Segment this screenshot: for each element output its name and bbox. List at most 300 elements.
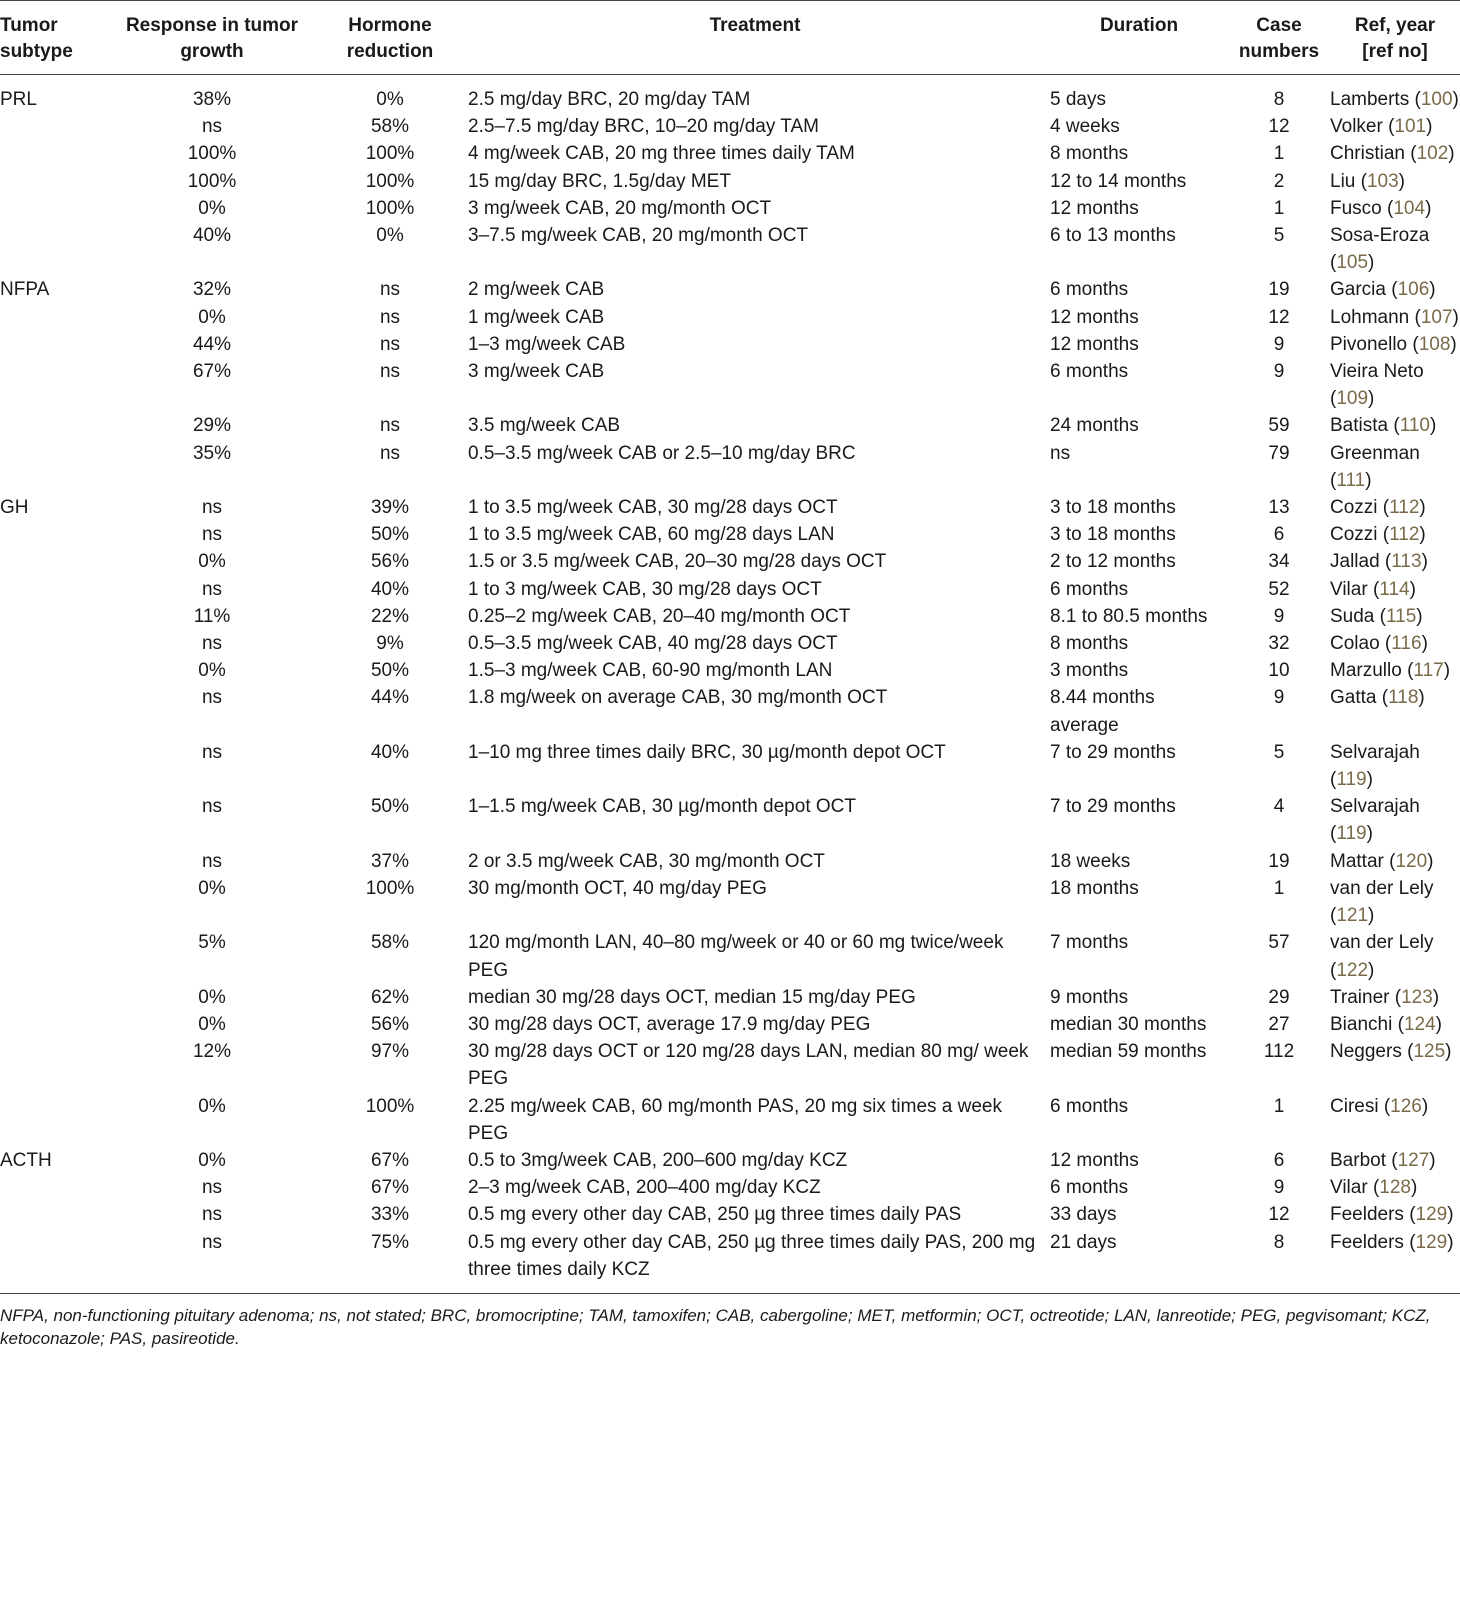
- ref-author: Trainer: [1330, 986, 1390, 1008]
- ref-number-link[interactable]: 119: [1336, 823, 1367, 845]
- ref-number-link[interactable]: 114: [1379, 578, 1410, 600]
- cell-treatment: 3–7.5 mg/week CAB, 20 mg/month OCT: [468, 225, 809, 247]
- cell-ref: Vieira Neto (109): [1330, 361, 1424, 410]
- table-row: [0, 331, 1460, 358]
- cell-response: 12%: [192, 1041, 232, 1063]
- ref-author: Feelders: [1330, 1231, 1404, 1253]
- ref-number-link[interactable]: 104: [1393, 197, 1426, 219]
- cell-ref: Volker (101): [1330, 116, 1433, 138]
- cell-hormone-reduction: 40%: [370, 741, 410, 763]
- table-row: [0, 1174, 1460, 1201]
- ref-number-link[interactable]: 118: [1388, 687, 1419, 709]
- ref-number-link[interactable]: 121: [1336, 905, 1369, 927]
- ref-number-link[interactable]: 128: [1379, 1177, 1411, 1199]
- cell-tumor-subtype: [0, 331, 104, 358]
- cell-duration: 6 months: [1050, 1095, 1129, 1117]
- cell-case-numbers: 9: [1273, 1177, 1285, 1199]
- cell-hormone-reduction: 40%: [370, 578, 410, 600]
- cell-response: ns: [201, 850, 223, 872]
- ref-number-link[interactable]: 112: [1389, 524, 1420, 546]
- cell-response: ns: [201, 687, 223, 709]
- cell-response: 0%: [198, 660, 226, 682]
- table-row: [0, 222, 1460, 276]
- cell-treatment: 1 to 3 mg/week CAB, 30 mg/28 days OCT: [468, 578, 822, 600]
- ref-author: Selvarajah: [1330, 796, 1420, 818]
- cell-case-numbers: 59: [1268, 415, 1290, 437]
- cell-ref: Greenman (111): [1330, 442, 1420, 491]
- cell-duration: 6 months: [1050, 1177, 1129, 1199]
- cell-duration: 5 days: [1050, 89, 1106, 110]
- table-row: [0, 684, 1460, 738]
- cell-hormone-reduction: 100%: [365, 877, 415, 899]
- cell-response: ns: [201, 796, 223, 818]
- cell-tumor-subtype: [0, 358, 104, 412]
- cell-case-numbers: 12: [1268, 306, 1290, 328]
- ref-number-link[interactable]: 102: [1416, 143, 1449, 165]
- cell-tumor-subtype: [0, 304, 104, 331]
- ref-number-link[interactable]: 107: [1420, 306, 1453, 328]
- ref-number-link[interactable]: 100: [1420, 89, 1453, 110]
- table-row: [0, 304, 1460, 331]
- ref-number-link[interactable]: 108: [1418, 333, 1451, 355]
- cell-ref: Marzullo (117): [1330, 660, 1451, 682]
- ref-author: Neggers: [1330, 1041, 1402, 1063]
- cell-duration: 3 months: [1050, 660, 1129, 682]
- cell-treatment: 1–3 mg/week CAB: [468, 333, 626, 355]
- ref-author: Vilar: [1330, 1177, 1368, 1199]
- cell-ref: Cozzi (112): [1330, 497, 1426, 519]
- cell-case-numbers: 8: [1273, 89, 1285, 110]
- ref-author: Cozzi: [1330, 524, 1378, 546]
- table-row: [0, 75, 1460, 114]
- cell-hormone-reduction: ns: [379, 415, 401, 437]
- cell-ref: Lamberts (100): [1330, 89, 1459, 110]
- cell-hormone-reduction: 9%: [376, 633, 404, 655]
- table-row: [0, 276, 1460, 303]
- cell-duration: 24 months: [1050, 415, 1139, 437]
- cell-response: 32%: [192, 279, 232, 301]
- cell-hormone-reduction: 58%: [370, 116, 410, 138]
- cell-response: 0%: [198, 197, 226, 219]
- ref-number-link[interactable]: 129: [1415, 1204, 1448, 1226]
- cell-treatment: 1 to 3.5 mg/week CAB, 30 mg/28 days OCT: [468, 497, 838, 519]
- cell-ref: Suda (115): [1330, 605, 1423, 627]
- cell-ref: Selvarajah (119): [1330, 796, 1420, 845]
- cell-tumor-subtype: [0, 548, 104, 575]
- cell-response: ns: [201, 524, 223, 546]
- cell-case-numbers: 29: [1268, 986, 1290, 1008]
- cell-duration: median 30 months: [1050, 1013, 1207, 1035]
- cell-case-numbers: 5: [1273, 741, 1285, 763]
- cell-tumor-subtype: [0, 222, 104, 276]
- ref-number-link[interactable]: 124: [1403, 1013, 1436, 1035]
- cell-treatment: 3.5 mg/week CAB: [468, 415, 621, 437]
- ref-author: Liu: [1330, 170, 1356, 192]
- cell-response: 38%: [192, 89, 232, 110]
- cell-duration: 7 to 29 months: [1050, 796, 1176, 818]
- cell-hormone-reduction: 22%: [370, 605, 410, 627]
- cell-duration: 8.44 months average: [1050, 687, 1155, 736]
- cell-tumor-subtype: [0, 1038, 104, 1092]
- cell-treatment: 0.5 mg every other day CAB, 250 µg three times daily PAS, 200 mg three times daily KCZ: [460, 1229, 1050, 1294]
- cell-ref: Barbot (127): [1330, 1149, 1436, 1171]
- cell-tumor-subtype: ACTH: [0, 1149, 52, 1171]
- cell-ref: Ciresi (126): [1330, 1095, 1429, 1117]
- ref-number-link[interactable]: 111: [1336, 469, 1366, 491]
- cell-ref: Feelders (129): [1330, 1204, 1454, 1226]
- cell-tumor-subtype: NFPA: [0, 279, 50, 301]
- ref-author: Pivonello: [1330, 333, 1408, 355]
- table-row: [0, 576, 1460, 603]
- cell-tumor-subtype: [0, 657, 104, 684]
- ref-number-link[interactable]: 122: [1336, 959, 1369, 981]
- cell-treatment: 120 mg/month LAN, 40–80 mg/week or 40 or 60 mg twice/week PEG: [468, 932, 1004, 981]
- cell-hormone-reduction: 56%: [370, 551, 410, 573]
- cell-hormone-reduction: 67%: [370, 1177, 410, 1199]
- cell-case-numbers: 34: [1268, 551, 1290, 573]
- cell-duration: 12 months: [1050, 1149, 1139, 1171]
- cell-hormone-reduction: ns: [379, 279, 401, 301]
- cell-tumor-subtype: [0, 630, 104, 657]
- ref-author: Suda: [1330, 605, 1375, 627]
- ref-author: Batista: [1330, 415, 1389, 437]
- cell-ref: Christian (102): [1330, 143, 1455, 165]
- ref-author: Vilar: [1330, 578, 1368, 600]
- cell-case-numbers: 12: [1268, 116, 1290, 138]
- cell-ref: Pivonello (108): [1330, 333, 1457, 355]
- ref-author: Garcia: [1330, 279, 1386, 301]
- cell-treatment: 30 mg/28 days OCT, average 17.9 mg/day PEG: [468, 1013, 871, 1035]
- cell-treatment: 1–10 mg three times daily BRC, 30 µg/month depot OCT: [468, 741, 946, 763]
- cell-hormone-reduction: 67%: [370, 1149, 410, 1171]
- table-row: [0, 1093, 1460, 1147]
- cell-duration: 6 to 13 months: [1050, 225, 1176, 247]
- table-row: [0, 984, 1460, 1011]
- table-row: [0, 113, 1460, 140]
- cell-tumor-subtype: [0, 521, 104, 548]
- cell-treatment: 1.5 or 3.5 mg/week CAB, 20–30 mg/28 days OCT: [468, 551, 887, 573]
- cell-hormone-reduction: 100%: [365, 197, 415, 219]
- cell-tumor-subtype: [0, 412, 104, 439]
- cell-duration: 12 months: [1050, 333, 1139, 355]
- header-hormone: Hormone reduction: [320, 1, 460, 75]
- table-row: [0, 793, 1460, 847]
- cell-ref: Colao (116): [1330, 633, 1428, 655]
- cell-treatment: 15 mg/day BRC, 1.5g/day MET: [468, 170, 731, 192]
- table-row: [0, 603, 1460, 630]
- cell-hormone-reduction: 33%: [370, 1204, 410, 1226]
- table-row: [0, 875, 1460, 929]
- cell-duration: 7 months: [1050, 932, 1129, 954]
- ref-number-link[interactable]: 115: [1385, 605, 1417, 627]
- cell-response: 0%: [198, 1149, 226, 1171]
- cell-response: 0%: [198, 551, 226, 573]
- ref-author: Lamberts: [1330, 89, 1410, 110]
- cell-ref: Fusco (104): [1330, 197, 1432, 219]
- cell-treatment: 2.5 mg/day BRC, 20 mg/day TAM: [468, 89, 751, 110]
- cell-hormone-reduction: ns: [379, 306, 401, 328]
- cell-duration: 33 days: [1050, 1204, 1117, 1226]
- cell-response: ns: [201, 1177, 223, 1199]
- cell-treatment: 1.5–3 mg/week CAB, 60-90 mg/month LAN: [468, 660, 833, 682]
- table-row: [0, 848, 1460, 875]
- cell-treatment: 30 mg/month OCT, 40 mg/day PEG: [468, 877, 767, 899]
- cell-case-numbers: 1: [1273, 1095, 1285, 1117]
- cell-treatment: 0.5 mg every other day CAB, 250 µg three times daily PAS: [468, 1204, 962, 1226]
- cell-ref: van der Lely (122): [1330, 932, 1434, 981]
- cell-response: ns: [201, 578, 223, 600]
- header-ref: Ref, year [ref no]: [1330, 1, 1460, 75]
- ref-author: Sosa-Eroza: [1330, 225, 1430, 247]
- ref-author: van der Lely: [1330, 932, 1434, 954]
- ref-number-link[interactable]: 129: [1415, 1231, 1448, 1253]
- cell-ref: Vilar (128): [1330, 1177, 1418, 1199]
- cell-duration: 2 to 12 months: [1050, 551, 1176, 573]
- cell-response: 0%: [198, 306, 226, 328]
- cell-response: 29%: [192, 415, 232, 437]
- ref-author: Marzullo: [1330, 660, 1402, 682]
- ref-author: Cozzi: [1330, 497, 1378, 519]
- cell-response: ns: [201, 741, 223, 763]
- cell-tumor-subtype: GH: [0, 497, 29, 519]
- cell-treatment: 2 mg/week CAB: [468, 279, 605, 301]
- ref-number-link[interactable]: 125: [1413, 1041, 1446, 1063]
- cell-hormone-reduction: 50%: [370, 796, 410, 818]
- cell-case-numbers: 6: [1273, 1149, 1285, 1171]
- cell-duration: 12 months: [1050, 306, 1139, 328]
- cell-ref: Mattar (120): [1330, 850, 1434, 872]
- ref-author: Feelders: [1330, 1204, 1404, 1226]
- cell-treatment: 2.5–7.5 mg/day BRC, 10–20 mg/day TAM: [468, 116, 819, 138]
- cell-tumor-subtype: [0, 440, 104, 494]
- cell-duration: 18 months: [1050, 877, 1139, 899]
- table-row: [0, 521, 1460, 548]
- cell-ref: Cozzi (112): [1330, 524, 1426, 546]
- cell-duration: 7 to 29 months: [1050, 741, 1176, 763]
- ref-number-link[interactable]: 106: [1397, 279, 1430, 301]
- cell-case-numbers: 8: [1228, 1229, 1330, 1294]
- cell-hormone-reduction: 50%: [370, 524, 410, 546]
- cell-duration: 18 weeks: [1050, 850, 1131, 872]
- ref-number-link[interactable]: 119: [1336, 769, 1367, 791]
- cell-hormone-reduction: 0%: [376, 89, 404, 110]
- table-header: [0, 1, 1460, 75]
- cell-duration: 21 days: [1050, 1229, 1228, 1294]
- ref-number-link[interactable]: 116: [1391, 633, 1422, 655]
- ref-number-link[interactable]: 113: [1391, 551, 1422, 573]
- cell-duration: 8 months: [1050, 633, 1129, 655]
- cell-tumor-subtype: [0, 1229, 104, 1294]
- ref-author: Barbot: [1330, 1149, 1386, 1171]
- table-row: [0, 1011, 1460, 1038]
- cell-case-numbers: 1: [1273, 197, 1285, 219]
- cell-response: ns: [201, 633, 223, 655]
- cell-case-numbers: 2: [1273, 170, 1285, 192]
- table-row: [0, 140, 1460, 167]
- ref-author: Greenman: [1330, 442, 1420, 464]
- cell-duration: 4 weeks: [1050, 116, 1120, 138]
- cell-tumor-subtype: [0, 1174, 104, 1201]
- cell-response: 67%: [192, 361, 232, 383]
- table-row: [0, 440, 1460, 494]
- table-row: [0, 1038, 1460, 1092]
- cell-response: ns: [201, 116, 223, 138]
- cell-hormone-reduction: 100%: [365, 1095, 415, 1117]
- cell-duration: 12 months: [1050, 197, 1139, 219]
- cell-case-numbers: 5: [1273, 225, 1285, 247]
- ref-number-link[interactable]: 120: [1395, 850, 1428, 872]
- cell-hormone-reduction: 44%: [370, 687, 410, 709]
- ref-number-link[interactable]: 105: [1336, 252, 1369, 274]
- cell-ref: Liu (103): [1330, 170, 1405, 192]
- cell-case-numbers: 52: [1268, 578, 1290, 600]
- cell-response: 35%: [192, 442, 232, 464]
- cell-case-numbers: 79: [1268, 442, 1290, 464]
- cell-case-numbers: 1: [1273, 143, 1285, 165]
- cell-duration: 8 months: [1050, 143, 1129, 165]
- cell-tumor-subtype: [0, 603, 104, 630]
- cell-case-numbers: 13: [1268, 497, 1290, 519]
- cell-response: 0%: [198, 877, 226, 899]
- cell-tumor-subtype: [0, 739, 104, 793]
- ref-number-link[interactable]: 127: [1397, 1149, 1430, 1171]
- cell-treatment: 0.25–2 mg/week CAB, 20–40 mg/month OCT: [468, 605, 851, 627]
- cell-treatment: 1 to 3.5 mg/week CAB, 60 mg/28 days LAN: [468, 524, 835, 546]
- cell-tumor-subtype: PRL: [0, 89, 37, 110]
- cell-treatment: 3 mg/week CAB, 20 mg/month OCT: [468, 197, 772, 219]
- cell-treatment: 1.8 mg/week on average CAB, 30 mg/month OCT: [468, 687, 888, 709]
- header-duration: Duration: [1050, 1, 1228, 75]
- cell-case-numbers: 32: [1268, 633, 1290, 655]
- cell-duration: 9 months: [1050, 986, 1129, 1008]
- cell-hormone-reduction: 75%: [320, 1229, 460, 1294]
- ref-number-link[interactable]: 112: [1389, 497, 1420, 519]
- cell-case-numbers: 1: [1273, 877, 1285, 899]
- cell-tumor-subtype: [0, 984, 104, 1011]
- cell-treatment: 2–3 mg/week CAB, 200–400 mg/day KCZ: [468, 1177, 821, 1199]
- cell-treatment: 0.5 to 3mg/week CAB, 200–600 mg/day KCZ: [468, 1149, 848, 1171]
- cell-duration: ns: [1050, 442, 1071, 464]
- cell-response: 0%: [198, 986, 226, 1008]
- cell-duration: 8.1 to 80.5 months: [1050, 605, 1208, 627]
- cell-tumor-subtype: [0, 576, 104, 603]
- ref-author: Ciresi: [1330, 1095, 1379, 1117]
- ref-number-link[interactable]: 109: [1336, 388, 1369, 410]
- cell-ref: van der Lely (121): [1330, 877, 1434, 927]
- table-row: [0, 1147, 1460, 1174]
- cell-case-numbers: 9: [1273, 333, 1285, 355]
- cell-treatment: 1 mg/week CAB: [468, 306, 605, 328]
- cell-ref: Bianchi (124): [1330, 1013, 1442, 1035]
- cell-tumor-subtype: [0, 875, 104, 929]
- cell-tumor-subtype: [0, 848, 104, 875]
- cell-case-numbers: 9: [1273, 605, 1285, 627]
- cell-treatment: 30 mg/28 days OCT or 120 mg/28 days LAN, median 80 mg/ week PEG: [468, 1041, 1029, 1090]
- cell-duration: 6 months: [1050, 361, 1129, 383]
- cell-treatment: median 30 mg/28 days OCT, median 15 mg/day PEG: [468, 986, 916, 1008]
- cell-response: ns: [201, 497, 223, 519]
- cell-hormone-reduction: 0%: [376, 225, 404, 247]
- cell-hormone-reduction: 100%: [365, 143, 415, 165]
- table-row: [0, 630, 1460, 657]
- cell-duration: 6 months: [1050, 578, 1129, 600]
- cell-response: 0%: [198, 1095, 226, 1117]
- cell-hormone-reduction: ns: [379, 333, 401, 355]
- cell-hormone-reduction: 50%: [370, 660, 410, 682]
- ref-author: Mattar: [1330, 850, 1384, 872]
- table-row: [0, 657, 1460, 684]
- cell-ref: Lohmann (107): [1330, 306, 1459, 328]
- cell-ref: Garcia (106): [1330, 279, 1436, 301]
- cell-response: 11%: [193, 605, 231, 627]
- cell-ref: Sosa-Eroza (105): [1330, 225, 1430, 274]
- header-row: [0, 1, 1460, 75]
- ref-number-link[interactable]: 117: [1413, 660, 1444, 682]
- cell-hormone-reduction: ns: [379, 442, 401, 464]
- table-body: [0, 75, 1460, 1294]
- ref-author: van der Lely: [1330, 877, 1434, 899]
- table-row: [0, 494, 1460, 521]
- cell-treatment: 0.5–3.5 mg/week CAB, 40 mg/28 days OCT: [468, 633, 838, 655]
- cell-ref: Gatta (118): [1330, 687, 1425, 709]
- table-footnote: NFPA, non-functioning pituitary adenoma; ns, not stated; BRC, bromocriptine; TAM, tamoxifen; CAB, cabergoline; MET, metformin; OCT, octreotide; LAN, lanreotide; PEG, pegvisomant; KCZ, ketoconazole; PAS, pasireotide.: [0, 1305, 1431, 1348]
- cell-duration: 12 to 14 months: [1050, 170, 1187, 192]
- ref-author: Jallad: [1330, 551, 1380, 573]
- ref-number-link[interactable]: 103: [1366, 170, 1399, 192]
- cell-tumor-subtype: [0, 684, 104, 738]
- ref-number-link[interactable]: 110: [1399, 415, 1430, 437]
- ref-number-link[interactable]: 101: [1394, 116, 1427, 138]
- cell-tumor-subtype: [0, 140, 104, 167]
- cell-case-numbers: 9: [1273, 687, 1285, 709]
- cell-response: ns: [104, 1229, 320, 1294]
- ref-author: Lohmann: [1330, 306, 1410, 328]
- cell-duration: 3 to 18 months: [1050, 497, 1176, 519]
- cell-case-numbers: 6: [1273, 524, 1285, 546]
- ref-number-link[interactable]: 126: [1390, 1095, 1422, 1117]
- ref-author: Christian: [1330, 143, 1405, 165]
- ref-author: Volker: [1330, 116, 1383, 138]
- cell-treatment: 0.5–3.5 mg/week CAB or 2.5–10 mg/day BRC: [468, 442, 856, 464]
- cell-tumor-subtype: [0, 1011, 104, 1038]
- cell-case-numbers: 27: [1268, 1013, 1290, 1035]
- ref-number-link[interactable]: 123: [1401, 986, 1433, 1008]
- table-row: [0, 168, 1460, 195]
- ref-author: Vieira Neto: [1330, 361, 1424, 383]
- cell-treatment: 3 mg/week CAB: [468, 361, 605, 383]
- cell-case-numbers: 19: [1268, 850, 1290, 872]
- cell-case-numbers: 19: [1268, 279, 1290, 301]
- cell-ref: Selvarajah (119): [1330, 741, 1420, 791]
- cell-ref: Trainer (123): [1330, 986, 1440, 1008]
- ref-author: Fusco: [1330, 197, 1382, 219]
- cell-hormone-reduction: 39%: [370, 497, 410, 519]
- cell-ref: Feelders (129): [1330, 1229, 1460, 1294]
- cell-tumor-subtype: [0, 929, 104, 983]
- cell-hormone-reduction: 58%: [370, 932, 410, 954]
- ref-author: Colao: [1330, 633, 1380, 655]
- cell-hormone-reduction: 37%: [370, 850, 410, 872]
- cell-response: 40%: [192, 225, 232, 247]
- cell-ref: Vilar (114): [1330, 578, 1416, 600]
- cell-case-numbers: 4: [1273, 796, 1285, 818]
- cell-response: 44%: [192, 333, 232, 355]
- cell-duration: 3 to 18 months: [1050, 524, 1176, 546]
- cell-hormone-reduction: 100%: [365, 170, 415, 192]
- cell-ref: Neggers (125): [1330, 1041, 1452, 1063]
- cell-ref: Jallad (113): [1330, 551, 1428, 573]
- header-response: Response in tumor growth: [104, 1, 320, 75]
